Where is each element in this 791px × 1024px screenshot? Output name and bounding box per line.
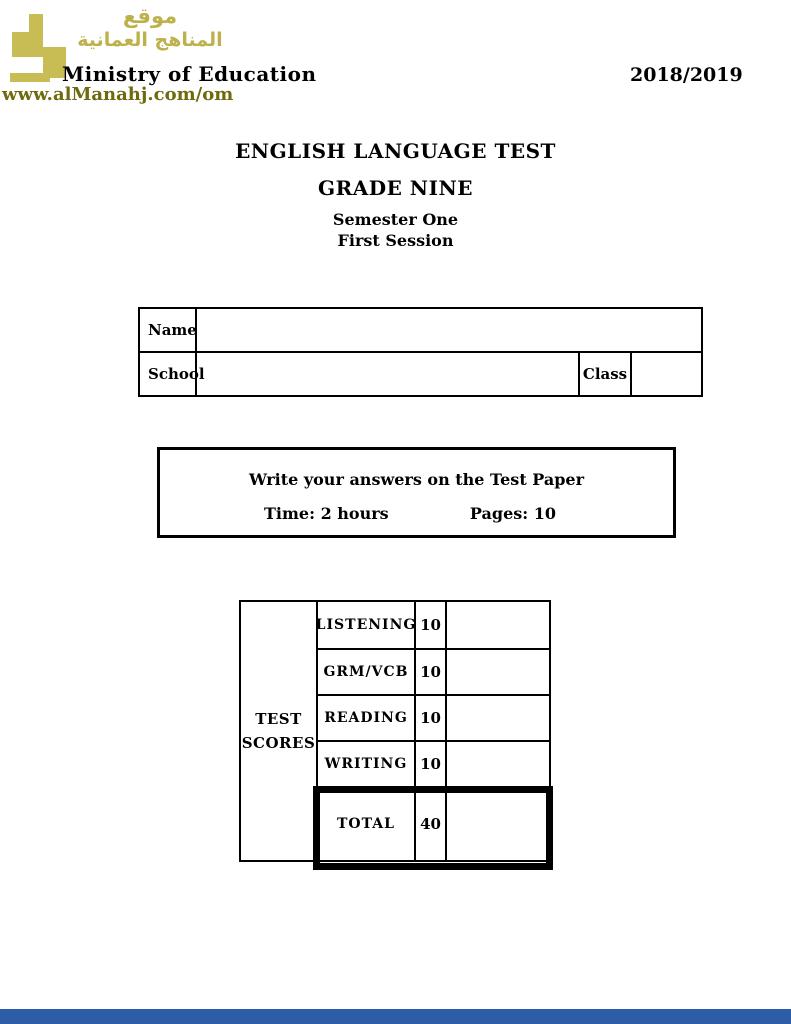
class-label: Class xyxy=(580,353,632,395)
time-allowed: Time: 2 hours xyxy=(264,504,389,523)
score-cell-writing xyxy=(447,740,549,786)
semester-subtitle: Semester One xyxy=(332,210,459,229)
school-field xyxy=(197,353,580,395)
name-field xyxy=(197,309,701,351)
school-year: 2018/2019 xyxy=(630,64,743,86)
score-cell-listening xyxy=(447,602,549,648)
logo-arabic-line1: موقع xyxy=(122,4,178,28)
logo-arabic-line2: المناهج العمانية xyxy=(77,29,223,51)
score-cell-grm-vcb xyxy=(447,648,549,694)
page-title: ENGLISH LANGUAGE TEST xyxy=(235,139,556,163)
subject-reading: READING xyxy=(318,694,416,740)
max-reading: 10 xyxy=(416,694,447,740)
instructions-box xyxy=(157,447,676,538)
footer-blue-bar xyxy=(0,1009,791,1024)
school-label: School xyxy=(140,353,197,395)
instructions-text: Write your answers on the Test Paper xyxy=(248,470,585,489)
score-cell-total xyxy=(447,786,549,860)
max-total: 40 xyxy=(416,786,447,860)
max-grm-vcb: 10 xyxy=(416,648,447,694)
class-field xyxy=(632,353,701,395)
test-scores-table xyxy=(239,600,551,862)
almanahj-website-link[interactable]: www.alManahj.com/om xyxy=(2,84,234,105)
subject-listening: LISTENING xyxy=(318,602,416,648)
max-listening: 10 xyxy=(416,602,447,648)
test-scores-header: TEST SCORES xyxy=(241,602,318,860)
subject-writing: WRITING xyxy=(318,740,416,786)
school-row xyxy=(140,353,701,395)
name-row xyxy=(140,309,701,353)
score-cell-reading xyxy=(447,694,549,740)
name-label: Name xyxy=(140,309,197,351)
session-subtitle: First Session xyxy=(337,231,454,250)
ministry-title: Ministry of Education xyxy=(62,62,317,86)
subject-total: TOTAL xyxy=(318,786,416,860)
pages-count: Pages: 10 xyxy=(469,504,556,523)
max-writing: 10 xyxy=(416,740,447,786)
student-info-table xyxy=(138,307,703,397)
subject-grm-vcb: GRM/VCB xyxy=(318,648,416,694)
grade-title: GRADE NINE xyxy=(318,176,473,200)
